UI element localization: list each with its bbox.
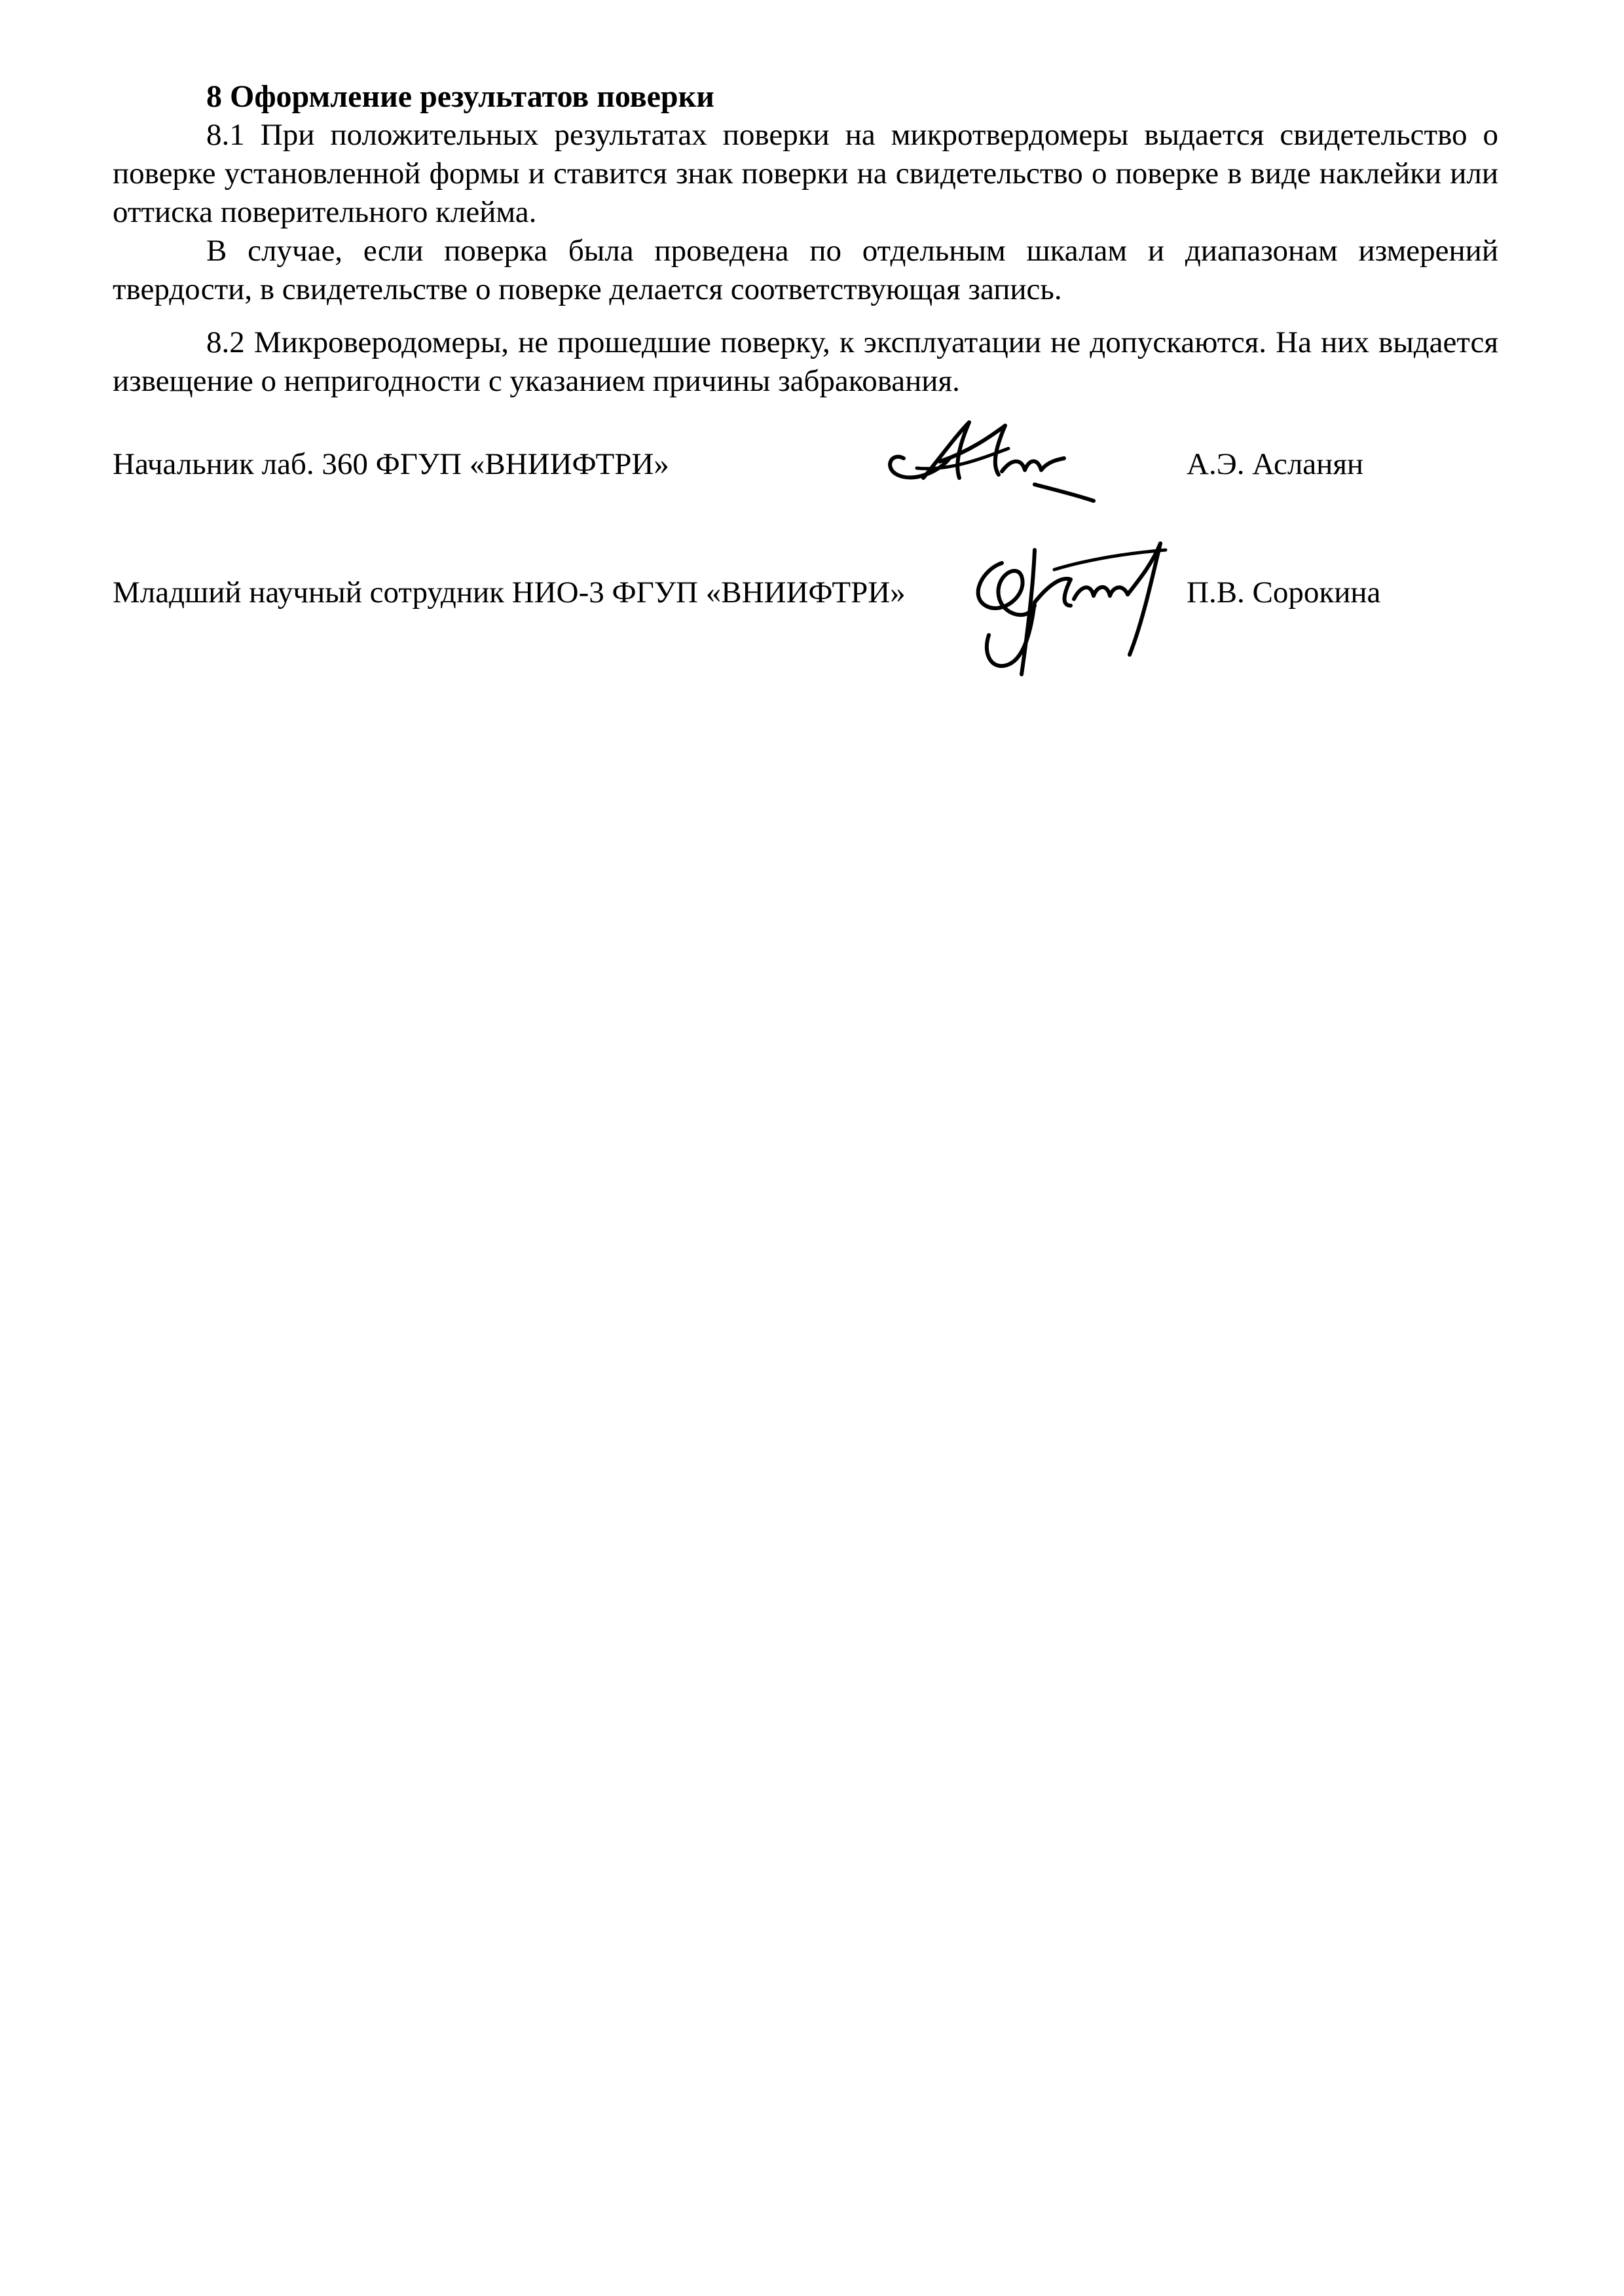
signer-name-1: А.Э. Асланян <box>1187 447 1364 481</box>
paragraph-gap <box>113 309 1498 323</box>
section-body <box>113 77 1498 401</box>
handwritten-signature-1 <box>877 412 1126 517</box>
paragraph-8-1: 8.1 При положительных результатах поверки на микротвердомеры выдается свидетельство о поверке установленной формы и ставится знак поверки на свидетельство о поверке в виде наклейки или оттиска поверительного клейма. <box>113 118 1498 229</box>
paragraph-8-2: 8.2 Микроверодомеры, не прошедшие поверку, к эксплуатации не допускаются. На них выдается извещение о непригодности с указанием причины забракования. <box>113 325 1498 398</box>
handwritten-signature-2 <box>956 524 1192 681</box>
section-heading: 8 Оформление результатов поверки <box>206 79 714 114</box>
signer-position-1: Начальник лаб. 360 ФГУП «ВНИИФТРИ» <box>113 447 669 481</box>
signer-position-2: Младший научный сотрудник НИО-3 ФГУП «ВНИИФТРИ» <box>113 575 906 610</box>
paragraph-8-1-note: В случае, если поверка была проведена по отдельным шкалам и диапазонам измерений твердости, в свидетельстве о поверке делается соответствующая запись. <box>113 234 1498 306</box>
signer-name-2: П.В. Сорокина <box>1187 575 1381 610</box>
